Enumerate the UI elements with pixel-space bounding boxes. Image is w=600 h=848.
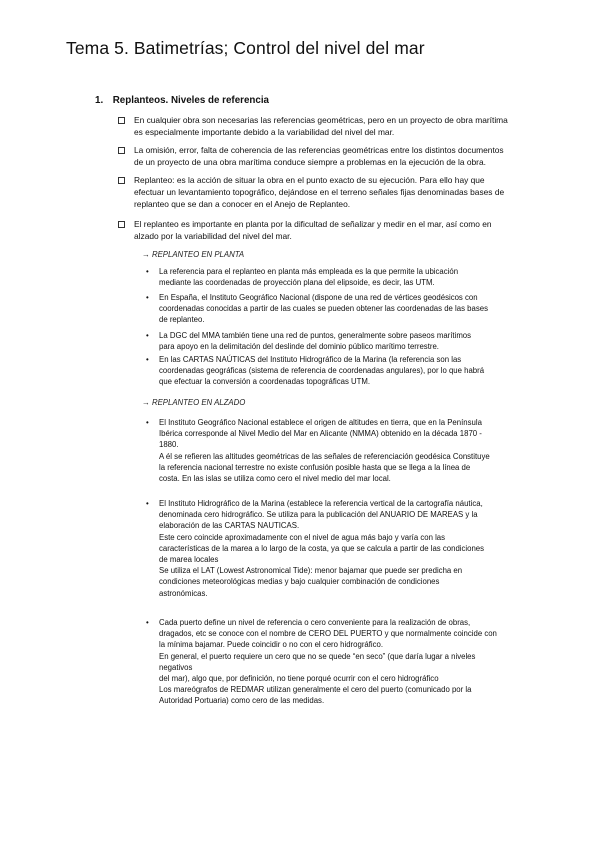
square-bullet-icon — [118, 117, 125, 124]
bullet-icon: • — [146, 331, 149, 340]
bullet-icon: • — [146, 618, 149, 627]
square-bullet-icon — [118, 221, 125, 228]
text-line: para apoyo en la delimitación del deslinde del dominio público marítimo terrestre. — [159, 342, 439, 352]
section-label: Replanteos. Niveles de referencia — [112, 95, 270, 106]
subheading-alzado: → REPLANTEO EN ALZADO — [142, 398, 246, 407]
text-line: La DGC del MMA también tiene una red de puntos, generalmente sobre paseos marítimos — [159, 331, 472, 340]
subheading-planta: → REPLANTEO EN PLANTA — [142, 250, 245, 259]
text-line: dragados, etc se conoce con el nombre de CERO DEL PUERTO y que normalmente coincide con — [159, 629, 497, 639]
list-item — [118, 114, 558, 138]
bullet-icon: • — [146, 267, 149, 276]
text-line: alzado por la variabilidad del nivel del mar. — [134, 231, 292, 241]
text-line: condiciones meteorológicas medias y bajo cualquier combinación de condiciones — [159, 577, 440, 587]
text-line: mediante las coordenadas de proyección plana del elipsoide, es decir, las UTM. — [159, 278, 435, 288]
text-line: Este cero coincide aproximadamente con el nivel de agua más bajo y varía con las — [159, 532, 446, 542]
text-line: negativos — [159, 662, 193, 672]
text-line: costa. En las islas se utiliza como cero el nivel medio del mar local. — [159, 474, 391, 484]
text-line: del mar), algo que, por definición, no tiene porqué ocurrir con el cero hidrográfico — [159, 674, 439, 684]
bullet-icon: • — [146, 499, 149, 508]
list-item — [118, 144, 558, 168]
text-line: denominada cero hidrográfico. Se utiliza para la publicación del ANUARIO DE MAREAS y la — [159, 510, 478, 520]
list-item — [118, 218, 558, 242]
text-line: A él se refieren las altitudes geométricas de las señales de referenciación geodésica Constituye — [159, 451, 490, 461]
text-line: En España, el Instituto Geográfico Nacional (dispone de una red de vértices geodésicos con — [159, 293, 478, 302]
text-line: En cualquier obra son necesarias las referencias geométricas, pero en un proyecto de obra marítima — [134, 115, 508, 125]
text-line: La omisión, error, falta de coherencia de las referencias geométricas entre los distintos documentos — [134, 145, 504, 155]
text-line: replanteo que se dan a conocer en el Anejo de Replanteo. — [134, 199, 351, 209]
square-bullet-icon — [118, 147, 125, 154]
list-item — [146, 266, 556, 288]
text-line: efectuar un levantamiento topográfico, dejándose en el terreno señales fijas denominadas bases de — [134, 187, 505, 197]
text-line: Autoridad Portuaria) como cero de las medidas. — [159, 696, 325, 706]
text-line: El Instituto Hidrográfico de la Marina (establece la referencia vertical de la cartografía náutica, — [159, 499, 483, 508]
text-line: que efectuar la conversión a coordenadas topográficas UTM. — [159, 377, 371, 387]
text-line: 1880. — [159, 440, 179, 450]
text-line: Los mareógrafos de REDMAR utilizan generalmente el cero del puerto (comunicado por la — [159, 685, 472, 695]
list-item — [146, 354, 556, 388]
list-item — [146, 417, 556, 484]
text-line: coordenadas geográficas (sistema de referencia de coordenadas angulares), por lo que habrá — [159, 366, 485, 376]
text-line: astronómicas. — [159, 588, 208, 598]
text-line: es especialmente importante debido a la variabilidad del nivel del mar. — [134, 127, 395, 137]
text-line: de un proyecto de una obra marítima conduce siempre a problemas en la ejecución de la obra. — [134, 157, 486, 167]
bullet-icon: • — [146, 355, 149, 364]
page-title: Tema 5. Batimetrías; Control del nivel del mar — [66, 38, 425, 58]
text-line: La referencia para el replanteo en planta más empleada es la que permite la ubicación — [159, 267, 459, 276]
text-line: de replanteo. — [159, 315, 205, 325]
text-line: coordenadas conocidas a partir de las cuales se pueden obtener las coordenadas de las bases — [159, 304, 488, 314]
text-line: Replanteo: es la acción de situar la obra en el punto exacto de su ejecución. Para ello hay que — [134, 175, 485, 185]
list-item — [146, 617, 556, 707]
text-line: Cada puerto define un nivel de referencia o cero conveniente para la realización de obras, — [159, 618, 471, 627]
text-line: la referencia nacional terrestre no existe confusión posible hasta que se llega a la línea de — [159, 462, 471, 472]
text-line: En las CARTAS NAÚTICAS del Instituto Hidrográfico de la Marina (la referencia son las — [159, 355, 462, 364]
section-number: 1. — [95, 95, 104, 106]
text-line: la mínima bajamar. Puede coincidir o no con el cero hidrográfico. — [159, 640, 384, 650]
text-line: características de la marea a lo largo de la costa, ya que se calcula a partir de las condiciones — [159, 543, 485, 553]
list-item — [146, 498, 556, 599]
list-item — [146, 330, 556, 352]
text-line: El Instituto Geográfico Nacional establece el origen de altitudes en tierra, que en la Península — [159, 418, 482, 427]
square-bullet-icon — [118, 177, 125, 184]
text-line: El replanteo es importante en planta por la dificultad de señalizar y medir en el mar, así como en — [134, 219, 492, 229]
text-line: Ibérica corresponde al Nivel Medio del Mar en Alicante (NMMA) obtenido en la década 1870 - — [159, 429, 482, 439]
bullet-icon: • — [146, 418, 149, 427]
text-line: elaboración de las CARTAS NAUTICAS. — [159, 521, 300, 531]
text-line: de marea locales — [159, 555, 219, 565]
section-heading — [95, 95, 269, 106]
list-item — [118, 174, 558, 210]
text-line: En general, el puerto requiere un cero que no se quede “en seco” (que daría lugar a niveles — [159, 651, 476, 661]
list-item — [146, 292, 556, 326]
bullet-icon: • — [146, 293, 149, 302]
text-line: Se utiliza el LAT (Lowest Astronomical Tide): menor bajamar que puede ser predicha en — [159, 566, 463, 576]
